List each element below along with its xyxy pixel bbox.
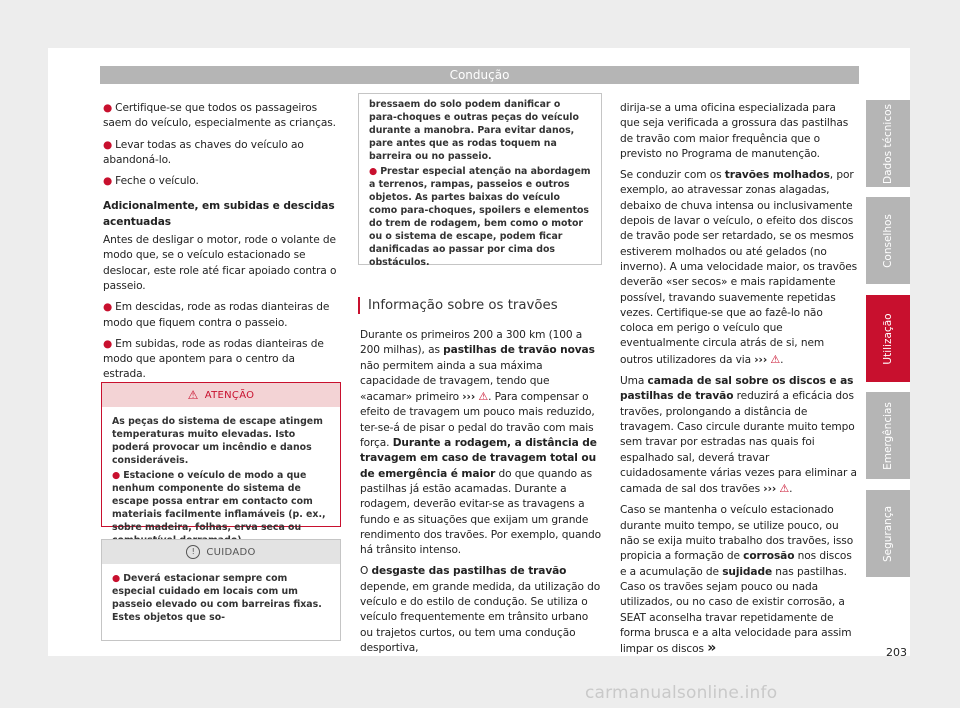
bullet-icon: ● [103, 138, 113, 151]
page-header: Condução [100, 66, 859, 84]
caution-body [102, 564, 340, 634]
column-1 [103, 101, 339, 389]
page-number: 203 [886, 646, 907, 659]
paragraph: As peças do sistema de escape atingem temperaturas muito elevadas. Isto poderá provocar um incêndio e danos consideráveis. [112, 416, 323, 466]
cross-reference-link[interactable]: ››› [754, 353, 768, 366]
warning-triangle-icon: ⚠ [478, 390, 489, 404]
warning-triangle-icon: ⚠ [187, 388, 199, 402]
caution-continued-box [358, 93, 602, 268]
cross-reference-link[interactable]: ››› [462, 391, 476, 404]
caution-header [102, 540, 340, 564]
warning-box [101, 382, 341, 533]
cross-reference-link[interactable]: ››› [763, 483, 777, 496]
tab-emergencias[interactable]: Emergências [866, 392, 910, 479]
bullet-icon: ● [103, 102, 113, 114]
tab-dados-tecnicos[interactable]: Dados técnicos [866, 100, 910, 187]
tab-utilizacao[interactable]: Utilização [866, 295, 910, 382]
continued-arrow-icon: » [707, 640, 717, 657]
paragraph: dirija-se a uma oficina especializada para que seja verificada a grossura das pastilhas de travão com maior frequência que o previsto no Programa de manutenção. [620, 102, 849, 160]
list-item: ● Prestar especial atenção na abordagem a terrenos, rampas, passeios e outros objetos. As partes baixas do veículo como para-choques, spoilers e elementos do trem de rodagem, bem como o motor ou o sistema de escape, podem ficar danificadas ao passar por cima dos obstáculos. [369, 166, 591, 268]
list-item: ● Em subidas, rode as rodas dianteiras de modo que apontem para o centro da estrada. [103, 337, 324, 381]
list-item: ● Em descidas, rode as rodas dianteiras de modo que fiquem contra o passeio. [103, 301, 330, 329]
watermark: carmanualsonline.info [585, 683, 778, 703]
list-item: ● Deverá estacionar sempre com especial cuidado em locais com um passeio elevado ou com barreiras fixas. Estes objetos que so- [112, 573, 322, 623]
bullet-icon: ● [103, 337, 113, 350]
list-item: ● Estacione o veículo de modo a que nenhum componente do sistema de escape possa entrar em contacto com materiais facilmente inflamáveis (p. ex., sobre madeira, folhas, erva seca ou [112, 470, 326, 533]
bullet-icon: ● [112, 470, 121, 481]
subheading: Adicionalmente, em subidas e descidas acentuadas [103, 200, 335, 228]
paragraph: Antes de desligar o motor, rode o volante de modo que, se o veículo estacionado se deslocar, este role até ficar apoiado contra o passeio. [103, 234, 337, 292]
bullet-icon: ● [103, 175, 113, 188]
bullet-icon: ● [112, 573, 121, 584]
paragraph: bressaem do solo podem danificar o para-choques e outras peças do veículo durante a manobra. Para evitar danos, pare antes que as rodas toquem na barreira ou no passeio. [369, 99, 579, 162]
paragraph: Se conduzir com os travões molhados, por exemplo, ao atravessar zonas alagadas, debaixo de chuva intensa ou inclusivamente depois de lavar o veículo, o efeito dos discos de travão pode ser retardado, se os mesmos estiverem molhados ou até gelados (no inverno). A uma velocidade maior, os travões deverão «ser secos» e mais rapidamente possível, travando suavemente repetidas vezes. Certifique-se que ao fazê-lo não coloca em perigo o veículo que eventualmente circula atrás de si, nem outros utilizadores da via ››› ⚠. [620, 169, 858, 366]
column-2 [360, 328, 602, 662]
section-title: Informação sobre os travões [358, 297, 558, 314]
tab-conselhos[interactable]: Conselhos [866, 197, 910, 284]
list-item: ● Levar todas as chaves do veículo ao abandoná-lo. [103, 138, 304, 166]
paragraph: O desgaste das pastilhas de travão depende, em grande medida, da utilização do veículo e do estilo de condução. Se utiliza o veículo frequentemente em trânsito urbano ou trajetos curtos, ou tem uma condução desportiva, [360, 565, 601, 654]
warning-body [102, 407, 340, 557]
column-3 [620, 101, 858, 663]
paragraph: Caso se mantenha o veículo estacionado durante muito tempo, se utilize pouco, ou não se exija muito trabalho dos travões, isso propicia a formação de corrosão nos discos e a acumulação de sujidade nas pastilhas. Caso os travões sejam pouco ou nada utilizados, ou no caso de existir corrosão, a SEAT aconselha travar repetidamente de forma brusca e a alta velocidade para assim limpar os discos » [620, 504, 854, 657]
list-item: ● Certifique-se que todos os passageiros saem do veículo, especialmente as crianças. [103, 102, 336, 130]
caution-continued-body [359, 94, 601, 279]
bullet-icon: ● [369, 166, 378, 177]
list-item: ● Feche o veículo. [103, 175, 199, 188]
caution-box [101, 539, 341, 641]
warning-triangle-icon: ⚠ [779, 482, 790, 496]
paragraph: Uma camada de sal sobre os discos e as pastilhas de travão reduzirá a eficácia dos travões, prolongando a distância de travagem. Caso circule durante muito tempo sem travar por estradas nas quais foi espalhado sal, deverá travar cuidadosamente várias vezes para eliminar a camada de sal dos travões ››› ⚠. [620, 375, 857, 496]
tab-seguranca[interactable]: Segurança [866, 490, 910, 577]
bullet-icon: ● [103, 301, 113, 314]
warning-title: ATENÇÃO [204, 389, 255, 401]
warning-triangle-icon: ⚠ [770, 352, 781, 366]
paragraph: Durante os primeiros 200 a 300 km (100 a 200 milhas), as pastilhas de travão novas não permitem ainda a sua máxima capacidade de travagem, tendo que «acamar» primeiro ››› ⚠. Para compensar o efeito de travagem um pouco mais reduzido, ter-se-á de pisar o pedal do travão com mais força. Durante a rodagem, a distância de travagem em caso de travagem total ou de emergência é maior do que quando as pastilhas já estão acamadas. Durante a rodagem, deverão evitar-se as travagens a fundo e as situações que exijam um grande rendimento dos travões. Por exemplo, quando há trânsito intenso. [360, 329, 601, 557]
info-circle-icon: ! [186, 545, 200, 559]
caution-title: CUIDADO [206, 546, 256, 558]
warning-header [102, 383, 340, 407]
